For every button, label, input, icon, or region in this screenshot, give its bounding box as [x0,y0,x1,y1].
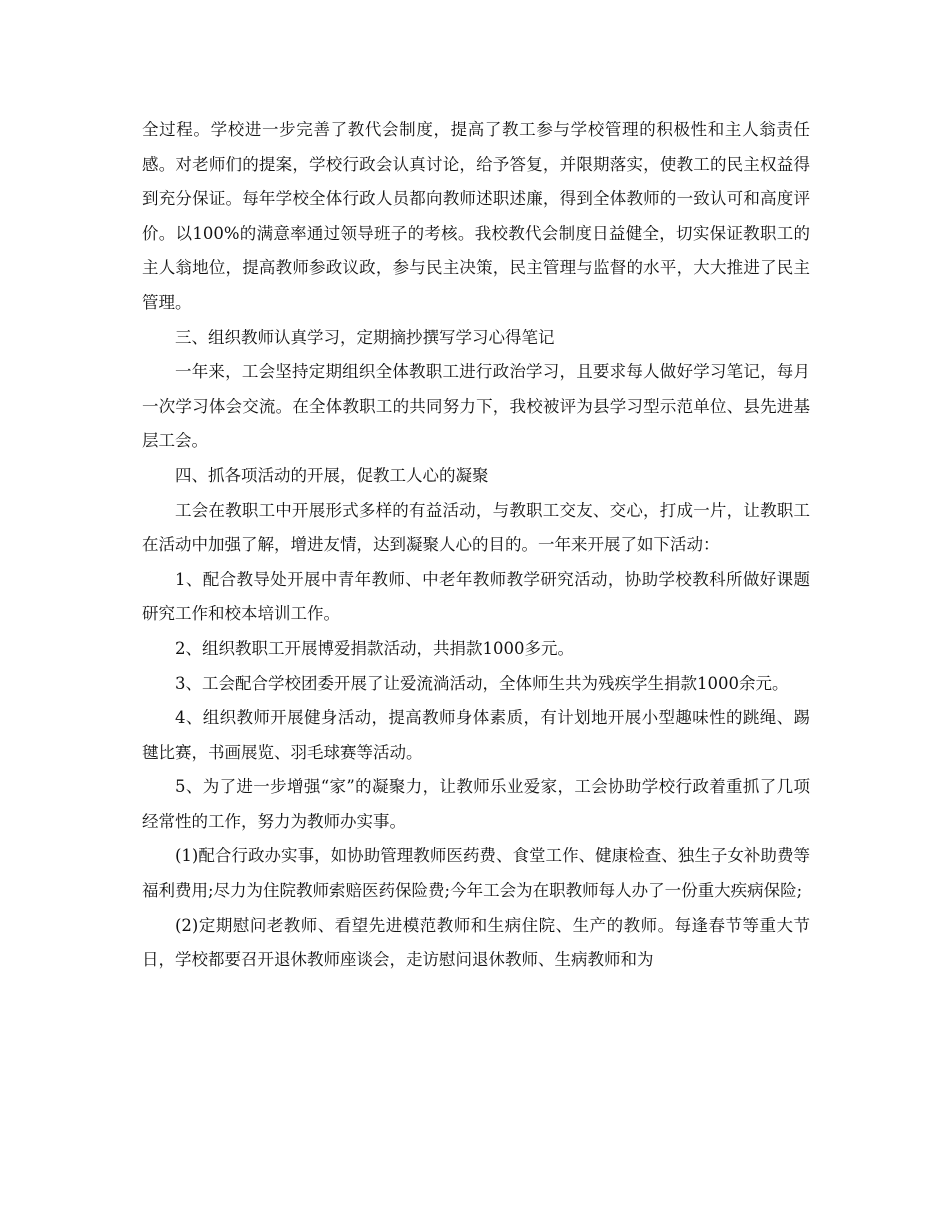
list-item-5: 5、为了进一步增强“家”的凝聚力，让教师乐业爱家，工会协助学校行政着重抓了几项经常性的工作，努力为教师办实事。 [142,777,810,831]
list-item-1: 1、配合教导处开展中青年教师、中老年教师教学研究活动，协助学校教科所做好课题研究工作和校本培训工作。 [142,569,810,624]
list-item-2: 2、组织教职工开展博爱捐款活动，共捐款1000多元。 [175,638,574,658]
paragraph-study: 一年来，工会坚持定期组织全体教职工进行政治学习，且要求每人做好学习笔记，每月一次学习体会交流。在全体教职工的共同努力下，我校被评为县学习型示范单位、县先进基层工会。 [142,362,810,451]
paragraph-activities-intro: 工会在教职工中开展形式多样的有益活动，与教职工交友、交心，打成一片，让教职工在活动中加强了解，增进友情，达到凝聚人心的目的。一年来开展了如下活动： [142,500,810,555]
list-item-3: 3、工会配合学校团委开展了让爱流淌活动，全体师生共为残疾学生捐款1000余元。 [175,673,789,693]
paragraph-continuation: 全过程。学校进一步完善了教代会制度，提高了教工参与学校管理的积极性和主人翁责任感。对老师们的提案，学校行政会认真讨论，给予答复，并限期落实，使教工的民主权益得到充分保证。每年学校全体行政人员都向教师述职述廉，得到全体教师的一致认可和高度评价。以100%的满意率通过领导班子的考核。我校教代会制度日益健全，切实保证教职工的主人翁地位，提高教师参政议政，参与民主决策，民主管理与监督的水平，大大推进了民主管理。 [142,120,810,312]
sub-item-1: (1)配合行政办实事，如协助管理教师医药费、食堂工作、健康检查、独生子女补助费等福利费用;尽力为住院教师索赔医药保险费;今年工会为在职教师每人办了一份重大疾病保险; [142,846,810,901]
section-heading-3: 三、组织教师认真学习，定期摘抄撰写学习心得笔记 [175,327,555,347]
sub-item-2: (2)定期慰问老教师、看望先进模范教师和生病住院、生产的教师。每逢春节等重大节日，学校都要召开退休教师座谈会，走访慰问退休教师、生病教师和为 [142,915,810,970]
section-heading-4: 四、抓各项活动的开展，促教工人心的凝聚 [175,465,489,485]
document-body [142,113,810,978]
list-item-4: 4、组织教师开展健身活动，提高教师身体素质，有计划地开展小型趣味性的跳绳、踢毽比赛，书画展览、羽毛球赛等活动。 [142,708,810,762]
